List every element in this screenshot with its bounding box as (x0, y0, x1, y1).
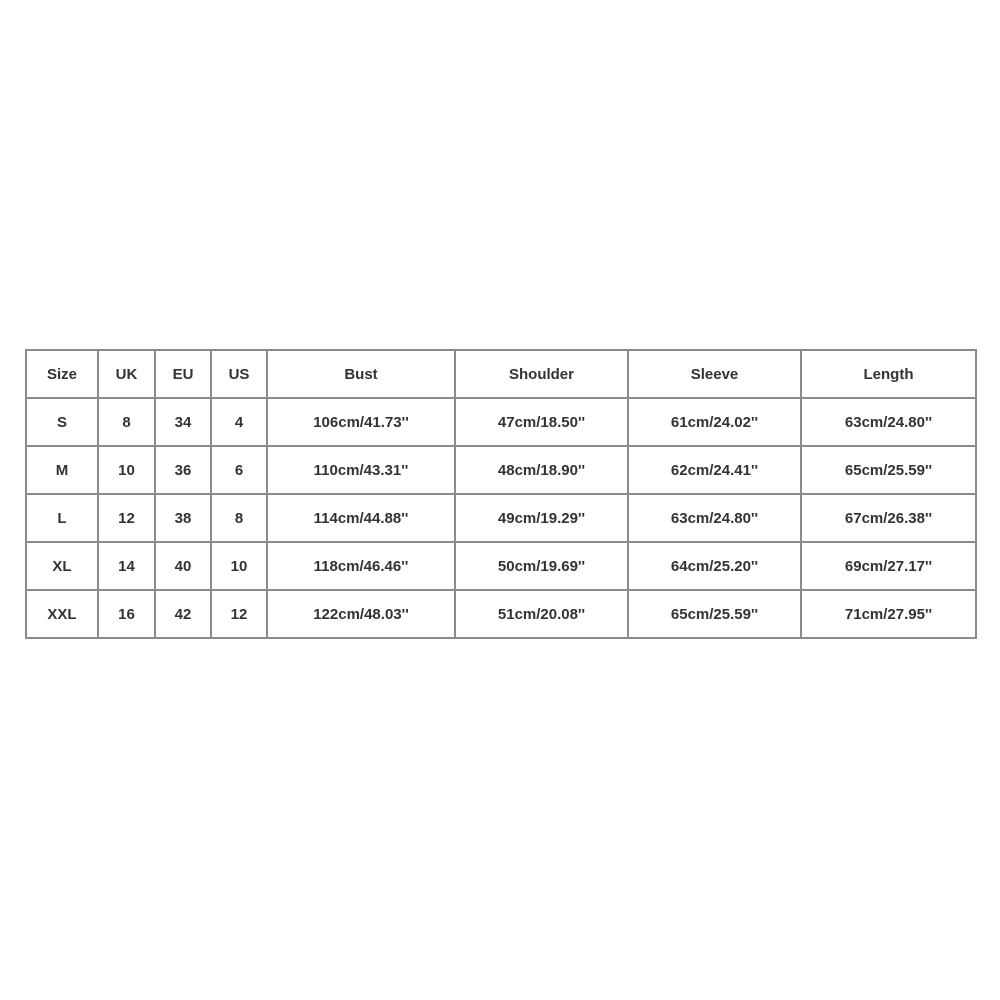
table-row (26, 494, 976, 542)
cell-us: 4 (211, 398, 267, 446)
cell-eu: 38 (155, 494, 211, 542)
cell-length: 71cm/27.95'' (801, 590, 976, 638)
cell-sleeve: 62cm/24.41'' (628, 446, 801, 494)
cell-bust: 114cm/44.88'' (267, 494, 455, 542)
column-header-size: Size (26, 350, 98, 398)
cell-uk: 12 (98, 494, 155, 542)
cell-us: 8 (211, 494, 267, 542)
cell-sleeve: 61cm/24.02'' (628, 398, 801, 446)
column-header-uk: UK (98, 350, 155, 398)
cell-length: 69cm/27.17'' (801, 542, 976, 590)
table-row (26, 542, 976, 590)
cell-shoulder: 48cm/18.90'' (455, 446, 628, 494)
cell-bust: 106cm/41.73'' (267, 398, 455, 446)
cell-uk: 14 (98, 542, 155, 590)
cell-uk: 10 (98, 446, 155, 494)
cell-uk: 8 (98, 398, 155, 446)
cell-shoulder: 50cm/19.69'' (455, 542, 628, 590)
cell-size: L (26, 494, 98, 542)
cell-bust: 110cm/43.31'' (267, 446, 455, 494)
column-header-eu: EU (155, 350, 211, 398)
table-row (26, 398, 976, 446)
cell-sleeve: 64cm/25.20'' (628, 542, 801, 590)
column-header-length: Length (801, 350, 976, 398)
column-header-shoulder: Shoulder (455, 350, 628, 398)
cell-shoulder: 47cm/18.50'' (455, 398, 628, 446)
cell-length: 67cm/26.38'' (801, 494, 976, 542)
cell-sleeve: 65cm/25.59'' (628, 590, 801, 638)
cell-eu: 36 (155, 446, 211, 494)
cell-us: 10 (211, 542, 267, 590)
cell-shoulder: 49cm/19.29'' (455, 494, 628, 542)
cell-bust: 122cm/48.03'' (267, 590, 455, 638)
cell-length: 63cm/24.80'' (801, 398, 976, 446)
column-header-us: US (211, 350, 267, 398)
cell-eu: 42 (155, 590, 211, 638)
table-body (26, 398, 976, 638)
cell-us: 12 (211, 590, 267, 638)
column-header-bust: Bust (267, 350, 455, 398)
cell-us: 6 (211, 446, 267, 494)
table-row (26, 446, 976, 494)
table-row (26, 590, 976, 638)
cell-length: 65cm/25.59'' (801, 446, 976, 494)
size-chart-table (25, 349, 977, 639)
cell-eu: 40 (155, 542, 211, 590)
table-header-row (26, 350, 976, 398)
cell-eu: 34 (155, 398, 211, 446)
column-header-sleeve: Sleeve (628, 350, 801, 398)
cell-size: S (26, 398, 98, 446)
cell-size: XXL (26, 590, 98, 638)
cell-sleeve: 63cm/24.80'' (628, 494, 801, 542)
cell-shoulder: 51cm/20.08'' (455, 590, 628, 638)
cell-size: XL (26, 542, 98, 590)
cell-bust: 118cm/46.46'' (267, 542, 455, 590)
cell-size: M (26, 446, 98, 494)
cell-uk: 16 (98, 590, 155, 638)
